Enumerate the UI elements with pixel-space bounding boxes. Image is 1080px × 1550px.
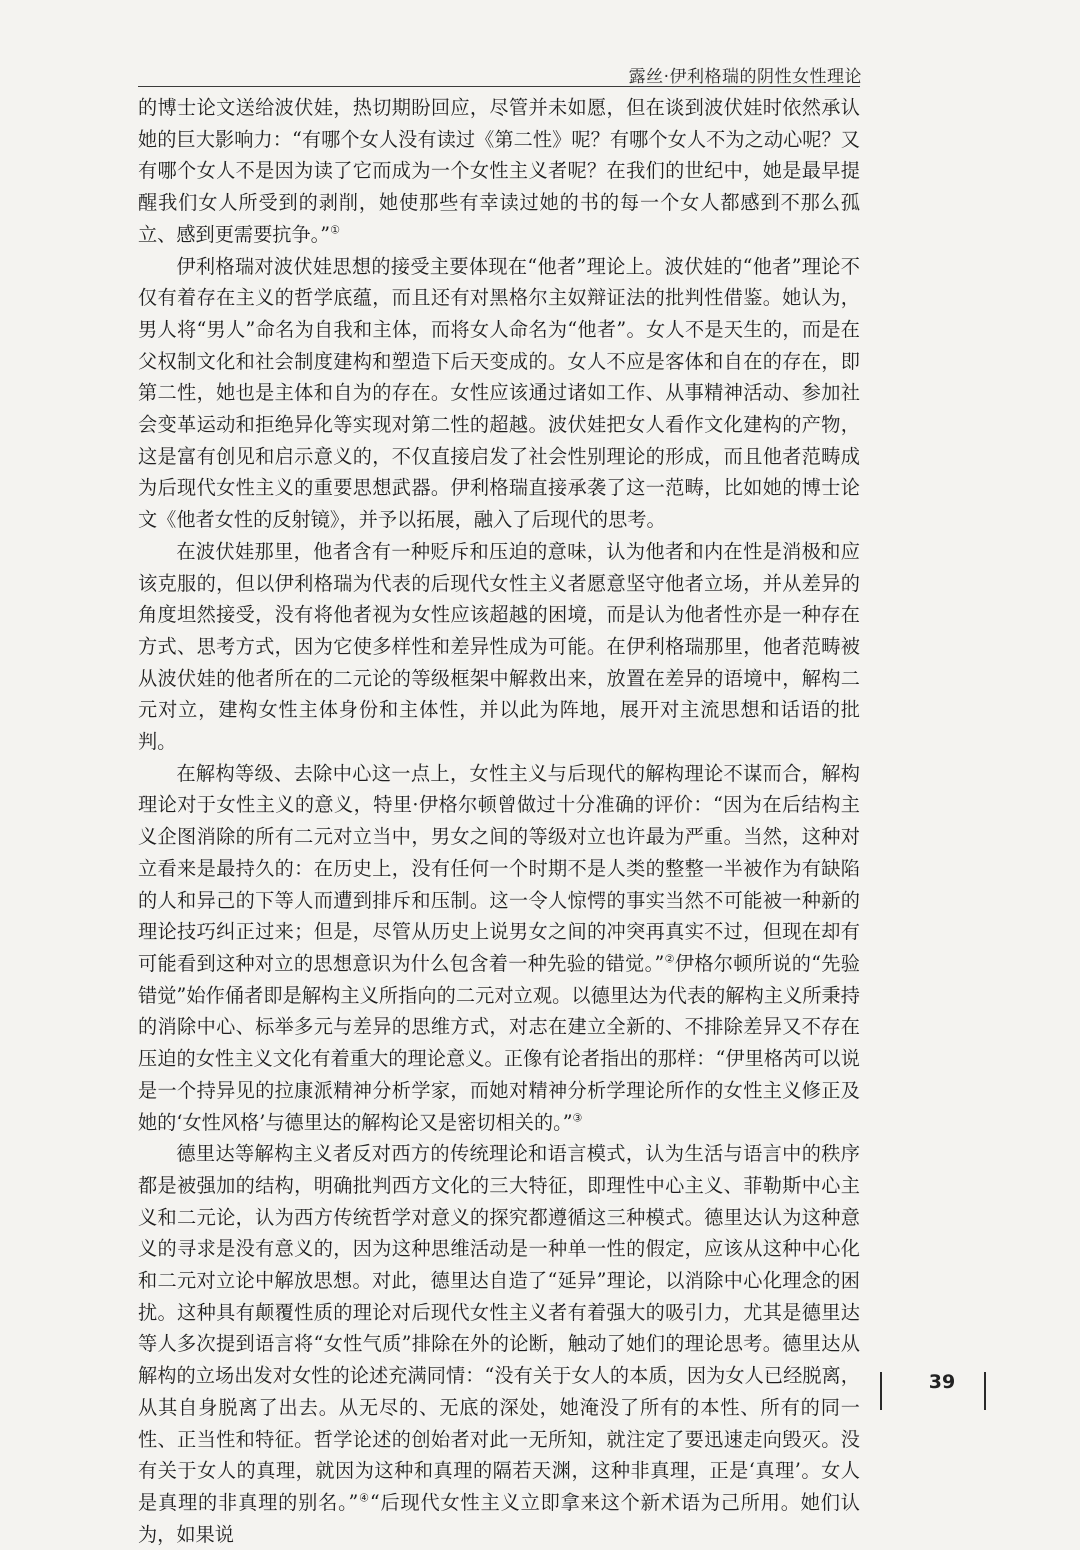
footnote-mark-1: ① [330, 223, 340, 237]
header-rule [138, 86, 860, 87]
footnote-mark-4: ④ [358, 1491, 370, 1505]
paragraph-1: 的博士论文送给波伏娃，热切期盼回应，尽管并未如愿，但在谈到波伏娃时依然承认她的巨大影响力：“有哪个女人没有读过《第二性》呢？有哪个女人不为之动心呢？又有哪个女人不是因为读了它而成为一个女性主义者呢？在我们的世纪中，她是最早提醒我们女人所受到的剥削，她使那些有幸读过她的书的每一个女人都感到不那么孤立、感到更需要抗争。”① [138, 96, 860, 246]
paragraph-3: 在波伏娃那里，他者含有一种贬斥和压迫的意味，认为他者和内在性是消极和应该克服的，但以伊利格瑞为代表的后现代女性主义者愿意坚守他者立场，并从差异的角度坦然接受，没有将他者视为女性应该超越的困境，而是认为他者性亦是一种存在方式、思考方式，因为它使多样性和差异性成为可能。在伊利格瑞那里，他者范畴被从波伏娃的他者所在的二元论的等级框架中解救出来，放置在差异的语境中，解构二元对立，建构女性主体身份和主体性，并以此为阵地，展开对主流思想和话语的批判。 [138, 539, 860, 754]
paragraph-4: 在解构等级、去除中心这一点上，女性主义与后现代的解构理论不谋而合，解构理论对于女性主义的意义，特里·伊格尔顿曾做过十分准确的评价：“因为在后结构主义企图消除的所有二元对立当中，男女之间的等级对立也许最为严重。当然，这种对立看来是最持久的：在历史上，没有任何一个时期不是人类的整整一半被作为有缺陷的人和异己的下等人而遭到排斥和压制。这一令人惊愕的事实当然不可能被一种新的理论技巧纠正过来；但是，尽管从历史上说男女之间的冲突再真实不过，但现在却有可能看到这种对立的思想意识为什么包含着一种先验的错觉。”②伊格尔顿所说的“先验错觉”始作俑者即是解构主义所指向的二元对立观。以德里达为代表的解构主义所秉持的消除中心、标举多元与差异的思维方式，对志在建立全新的、不排除差异又不存在压迫的女性主义文化有着重大的理论意义。正像有论者指出的那样：“伊里格芮可以说是一个持异见的拉康派精神分析学家，而她对精神分析学理论所作的女性主义修正及她的‘女性风格’与德里达的解构论又是密切相关的。”③ [138, 761, 860, 1134]
footnote-mark-2: ② [664, 952, 675, 966]
body-text [138, 92, 860, 1550]
page-number: 39 [928, 1371, 956, 1393]
paragraph-2: 伊利格瑞对波伏娃思想的接受主要体现在“他者”理论上。波伏娃的“他者”理论不仅有着存在主义的哲学底蕴，而且还有对黑格尔主奴辩证法的批判性借鉴。她认为，男人将“男人”命名为自我和主体，而将女人命名为“他者”。女人不是天生的，而是在父权制文化和社会制度建构和塑造下后天变成的。女人不应是客体和自在的存在，即第二性，她也是主体和自为的存在。女性应该通过诸如工作、从事精神活动、参加社会变革运动和拒绝异化等实现对第二性的超越。波伏娃把女人看作文化建构的产物，这是富有创见和启示意义的，不仅直接启发了社会性别理论的形成，而且他者范畴成为后现代女性主义的重要思想武器。伊利格瑞直接承袭了这一范畴，比如她的博士论文《他者女性的反射镜》，并予以拓展，融入了后现代的思考。 [138, 254, 860, 532]
footer-bar-left [880, 1372, 882, 1410]
footer-bar-right [984, 1372, 986, 1410]
footnote-mark-3: ③ [572, 1111, 583, 1125]
paragraph-5: 德里达等解构主义者反对西方的传统理论和语言模式，认为生活与语言中的秩序都是被强加的结构，明确批判西方文化的三大特征，即理性中心主义、菲勒斯中心主义和二元论，认为西方传统哲学对意义的探究都遵循这三种模式。德里达认为这种意义的寻求是没有意义的，因为这种思维活动是一种单一性的假定，应该从这种中心化和二元对立论中解放思想。对此，德里达自造了“延异”理论，以消除中心化理念的困扰。这种具有颠覆性质的理论对后现代女性主义者有着强大的吸引力，尤其是德里达等人多次提到语言将“女性气质”排除在外的论断，触动了她们的理论思考。德里达从解构的立场出发对女性的论述充满同情：“没有关于女人的本质，因为女人已经脱离，从其自身脱离了出去。从无尽的、无底的深处，她淹没了所有的本性、所有的同一性、正当性和特征。哲学论述的创始者对此一无所知，就注定了要迅速走向毁灭。没有关于女人的真理，就因为这种和真理的隔若天渊，这种非真理，正是‘真理’。女人是真理的非真理的别名。”④“后现代女性主义立即拿来这个新术语为己所用。她们认为，如果说 [138, 1142, 860, 1546]
running-header: 露丝·伊利格瑞的阴性女性理论 [628, 67, 862, 87]
